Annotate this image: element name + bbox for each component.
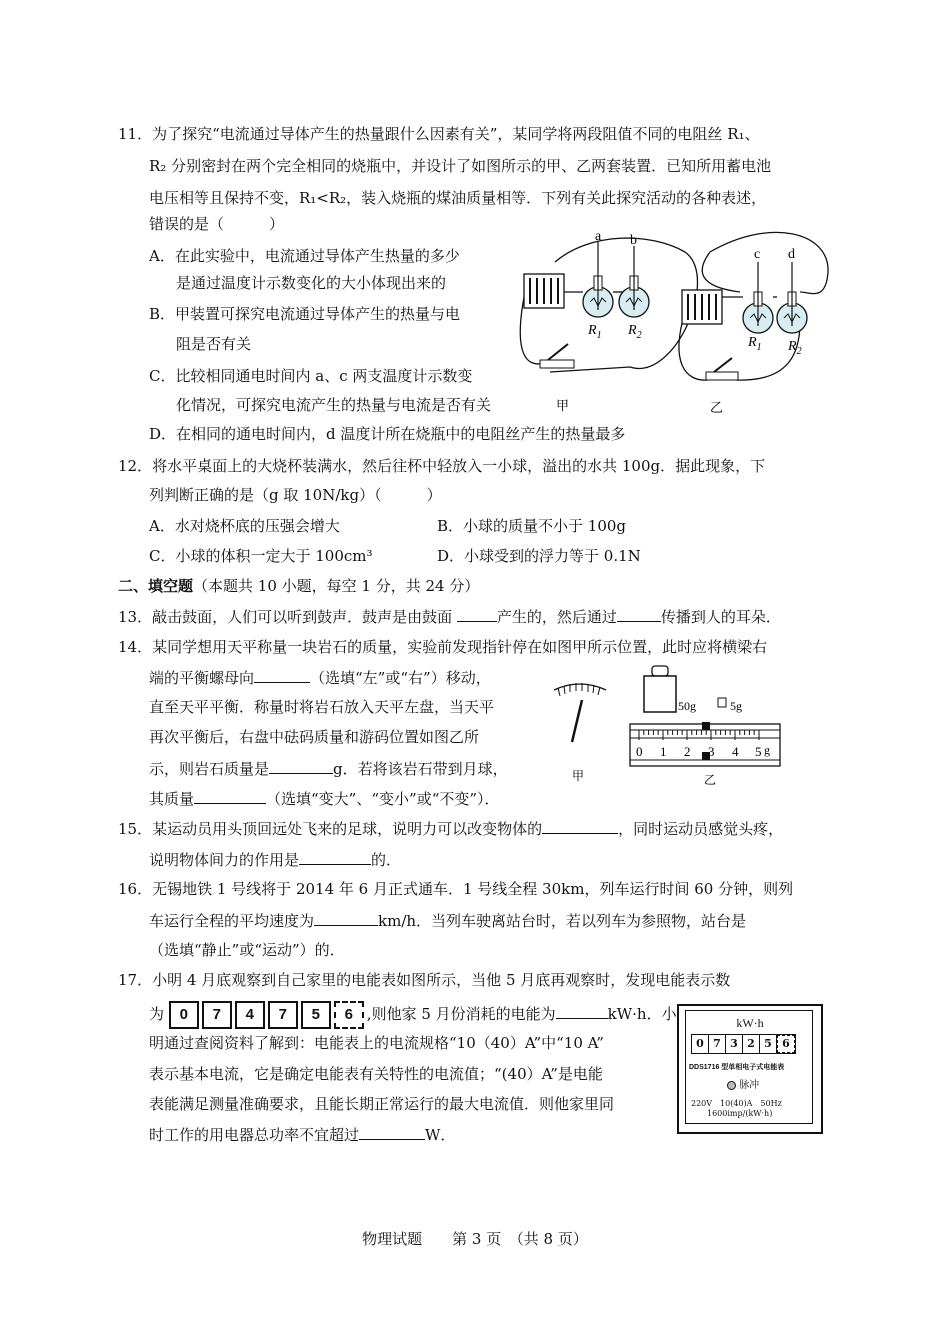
label-r2-yi: $R_2$	[788, 339, 802, 357]
q14-line4: 再次平衡后，右盘中砝码质量和游码位置如图乙所	[149, 728, 480, 746]
tick-label-1: 1	[660, 744, 667, 759]
battery-icon-2	[682, 290, 722, 324]
q13-blank-1[interactable]	[457, 606, 497, 622]
switch-icon	[540, 344, 574, 368]
meter-display-decimal: 6	[777, 1035, 795, 1053]
tick-label-2: 2	[684, 744, 691, 759]
meter-imp: 1600imp/(kW·h)	[707, 1109, 773, 1118]
q14-line2: 端的平衡螺母向 （选填“左”或“右”）移动，	[149, 669, 491, 687]
q17-line4: 表示基本电流，它是确定电能表有关特性的电流值；“(40）A”是电能	[149, 1065, 603, 1083]
electricity-meter	[677, 1004, 823, 1134]
meter-display-digit: 7	[709, 1035, 726, 1053]
q12-line1: 12．将水平桌面上的大烧杯装满水，然后往杯中轻放入一小球，溢出的水共 100g．据此现象，下	[118, 457, 766, 475]
battery-icon	[524, 274, 564, 308]
q11-option-d: D．在相同的通电时间内，d 温度计所在烧瓶中的电阻丝产生的热量最多	[149, 425, 626, 443]
q14-line6: 其质量 （选填“变大”、“变小”或“不变”）．	[149, 790, 500, 808]
q17-blank-2[interactable]	[359, 1124, 425, 1140]
q11-line4: 错误的是（ ）	[149, 215, 285, 233]
label-5g: 5g	[730, 699, 742, 713]
q11-line1: 11．为了探究“电流通过导体产生的热量跟什么因素有关”，某同学将两段阻值不同的电阻丝 R₁、	[118, 125, 760, 143]
q11-option-a: A．在此实验中，电流通过导体产生热量的多少	[149, 247, 460, 265]
meter-display-digit: 2	[743, 1035, 760, 1053]
meter-digit: 7	[268, 1001, 298, 1029]
meter-decimal-digit: 6	[334, 1001, 364, 1029]
tick-label-0: 0	[636, 744, 643, 759]
q13-line1: 13．敲击鼓面，人们可以听到鼓声．鼓声是由鼓面 产生的，然后通过 传播到人的耳朵．	[118, 608, 781, 626]
q11-option-a-cont: 是通过温度计示数变化的大小体现出来的	[176, 274, 447, 292]
q13-blank-2[interactable]	[617, 606, 661, 622]
weight-5g-icon	[718, 698, 726, 707]
q11-number: 11．	[118, 125, 153, 143]
label-b: b	[630, 233, 637, 248]
q12-option-a: A．水对烧杯底的压强会增大	[149, 517, 340, 535]
tick-unit: g	[764, 743, 770, 757]
meter-model: DDS1716 型单相电子式电能表	[689, 1064, 785, 1071]
meter-display-digit: 3	[726, 1035, 743, 1053]
section-2-heading: 二、填空题（本题共 10 小题，每空 1 分，共 24 分）	[118, 577, 480, 595]
q11-line2: R₂ 分别密封在两个完全相同的烧瓶中，并设计了如图所示的甲、乙两套装置．已知所用蓄电池	[149, 157, 772, 175]
meter-unit: kW·h	[736, 1016, 764, 1030]
label-50g: 50g	[678, 699, 696, 713]
weight-50g-icon	[644, 666, 676, 712]
q17-line5: 表能满足测量准确要求，且能长期正常运行的最大电流值．则他家里同	[149, 1095, 615, 1113]
q15-blank-1[interactable]	[542, 818, 618, 834]
meter-display	[691, 1034, 796, 1054]
q14-blank-2[interactable]	[269, 758, 333, 774]
label-jia-balance: 甲	[572, 769, 585, 783]
label-yi-balance: 乙	[704, 773, 717, 787]
meter-digit: 5	[301, 1001, 331, 1029]
q11-option-b-cont: 阻是否有关	[176, 335, 252, 353]
label-d: d	[788, 247, 795, 262]
flask-c-icon	[743, 262, 773, 333]
label-r2: $R_2$	[628, 323, 642, 341]
q17-line1: 17．小明 4 月底观察到自己家里的电能表如图所示，当他 5 月底再观察时，发现电能表示数	[118, 971, 731, 989]
q12-option-b: B．小球的质量不小于 100g	[437, 517, 627, 535]
q12-option-c: C．小球的体积一定大于 100cm³	[149, 547, 373, 565]
meter-digit: 0	[169, 1001, 199, 1029]
wire-right-a	[710, 232, 828, 293]
q14-blank-3[interactable]	[194, 788, 266, 804]
label-r1-yi: $R_1$	[748, 335, 762, 353]
meter-pulse: 脉冲	[727, 1076, 759, 1091]
flask-r1-icon	[583, 242, 613, 317]
label-yi: 乙	[710, 400, 724, 415]
tick-label-4: 4	[732, 744, 739, 759]
switch-icon-2	[706, 358, 738, 380]
q16-line1: 16．无锡地铁 1 号线将于 2014 年 6 月正式通车．1 号线全程 30km，列车运行时间 60 分钟，则列	[118, 880, 794, 898]
rider-scale	[630, 722, 780, 766]
q14-blank-1[interactable]	[254, 667, 310, 683]
q14-line3: 直至天平平衡．称量时将岩石放入天平左盘，当天平	[149, 698, 495, 716]
flask-d-icon	[777, 262, 807, 333]
q12-number: 12．	[118, 457, 153, 475]
meter-digit: 7	[202, 1001, 232, 1029]
q11-circuit-figure	[510, 222, 840, 422]
balance-scale-dial	[554, 683, 606, 742]
q12-line2: 列判断正确的是（g 取 10N/kg）（ ）	[149, 486, 442, 504]
section-2-title: 二、填空题	[118, 577, 194, 595]
wire-right-b	[702, 252, 740, 292]
page-footer: 物理试题 第 3 页 （共 8 页）	[362, 1230, 588, 1248]
q17-blank-1[interactable]	[556, 1003, 608, 1019]
rider-top-icon	[702, 722, 710, 730]
meter-display-digit: 5	[760, 1035, 777, 1053]
meter-display-digit: 0	[692, 1035, 709, 1053]
q14-balance-figure	[548, 660, 788, 792]
q16-line2: 车运行全程的平均速度为 km/h．当列车驶离站台时，若以列车为参照物，站台是	[149, 912, 747, 930]
balance-pointer	[572, 700, 582, 742]
pulse-led-icon	[727, 1081, 736, 1090]
q17-line3: 明通过查阅资料了解到：电能表上的电流规格“10（40）A”中“10 A”	[149, 1034, 604, 1052]
q11-line3: 电压相等且保持不变，R₁<R₂，装入烧瓶的煤油质量相等．下列有关此探究活动的各种表述，	[149, 189, 767, 207]
q11-option-c-cont: 化情况，可探究电流产生的热量与电流是否有关	[176, 396, 492, 414]
label-a: a	[595, 229, 602, 244]
q17-line2: 为 0 7 4 7 5 6 ,则他家 5 月份消耗的电能为 kW·h．小	[149, 1000, 677, 1029]
q15-line2: 说明物体间力的作用是 的．	[149, 851, 402, 869]
q11-option-b: B．甲装置可探究电流通过导体产生的热量与电	[149, 305, 461, 323]
q15-blank-2[interactable]	[299, 849, 371, 865]
tick-label-5: 5	[755, 744, 762, 759]
q14-line1: 14．某同学想用天平称量一块岩石的质量，实验前发现指针停在如图甲所示位置，此时应将横梁右	[118, 638, 768, 656]
q17-line6: 时工作的用电器总功率不宜超过 W．	[149, 1126, 456, 1144]
label-jia: 甲	[556, 398, 570, 413]
label-c: c	[754, 247, 761, 262]
flask-r2-icon	[619, 246, 649, 317]
q14-line5: 示，则岩石质量是 g．若将该岩石带到月球，	[149, 760, 508, 778]
q12-option-d: D．小球受到的浮力等于 0.1N	[437, 547, 641, 565]
q16-blank-1[interactable]	[314, 910, 378, 926]
tick-label-3: 3	[708, 744, 715, 759]
q11-option-c: C．比较相同通电时间内 a、c 两支温度计示数变	[149, 367, 473, 385]
label-r1: $R_1$	[588, 323, 602, 341]
q16-line3: （选填“静止”或“运动”）的．	[149, 941, 345, 959]
meter-spec: 220V 10(40)A 50Hz	[691, 1099, 782, 1108]
meter-digit: 4	[235, 1001, 265, 1029]
q15-line1: 15．某运动员用头顶回远处飞来的足球，说明力可以改变物体的 ，同时运动员感觉头疼，	[118, 820, 784, 838]
